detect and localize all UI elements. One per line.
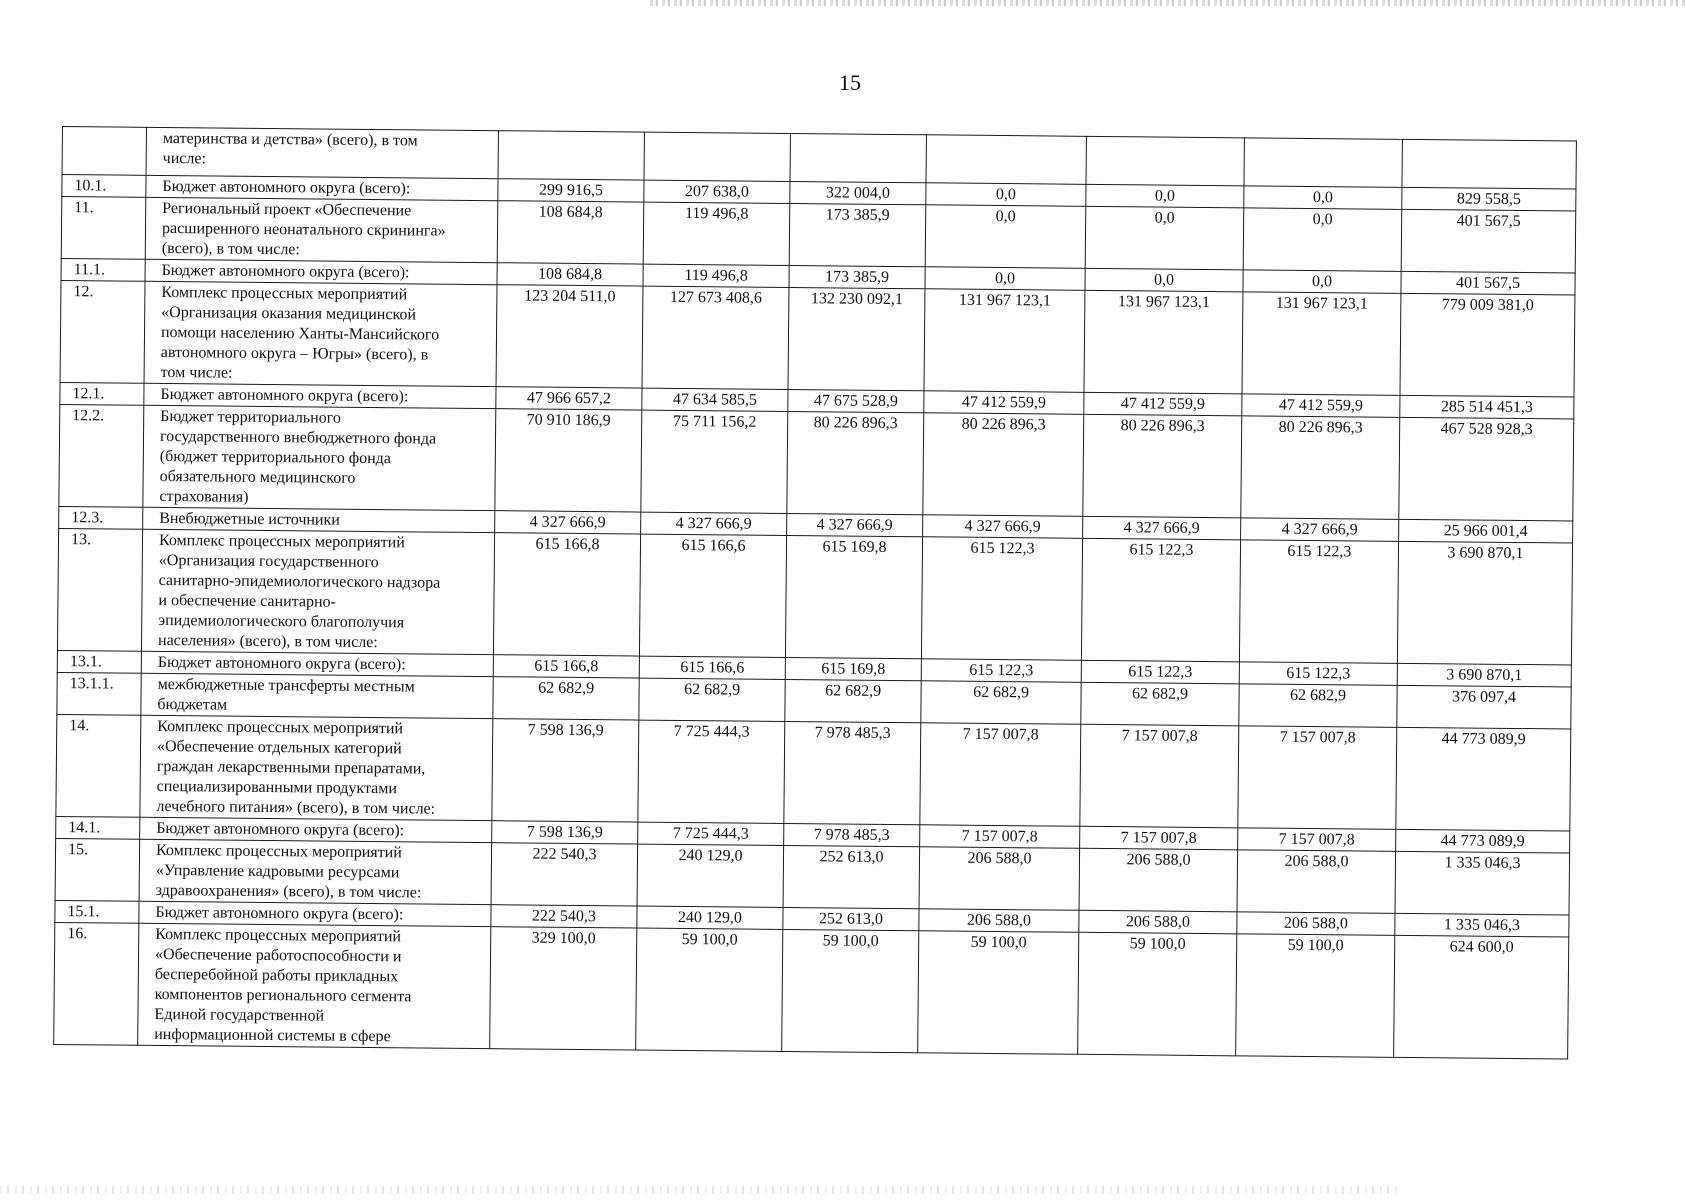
row-name: Комплекс процессных мероприятий «Управление кадровыми ресурсами здравоохранения» (всего), в том числе: [139, 839, 492, 904]
row-name: Комплекс процессных мероприятий «Организация оказания медицинской помощи населению Ханты-Мансийского автономного округа – Югры» (всего), в том числе: [144, 281, 497, 386]
value-cell [641, 410, 788, 513]
value-primary: 7 978 485,3 [813, 826, 890, 844]
value-primary: 7 725 444,3 [672, 824, 749, 843]
value-cell [493, 533, 640, 656]
value-cell [783, 907, 919, 930]
value-primary: 0,0 [995, 185, 1016, 204]
budget-table [53, 126, 1577, 1060]
value-primary: 7 598 136,9 [527, 721, 604, 740]
value-primary: 4 327 666,9 [816, 516, 893, 534]
value-cell [926, 183, 1086, 207]
table-row [57, 528, 1572, 665]
value-primary: 75 711 156,2 [672, 412, 757, 431]
value-cell [1086, 136, 1244, 186]
value-primary [647, 134, 788, 135]
value-primary: 376 097,4 [1452, 688, 1517, 706]
value-cell [1394, 935, 1569, 1059]
row-number: 16. [54, 922, 139, 1045]
value-cell [921, 659, 1081, 683]
value-primary: 62 682,9 [973, 683, 1030, 702]
value-primary: 62 682,9 [684, 680, 741, 699]
row-number: 15. [55, 838, 140, 901]
value-primary: 240 129,0 [677, 908, 743, 927]
value-cell [1396, 829, 1570, 853]
row-name: Бюджет автономного округа (всего): [146, 175, 498, 200]
value-primary: 47 966 657,2 [526, 389, 611, 408]
value-cell [918, 931, 1079, 1055]
value-cell [1081, 538, 1240, 662]
value-primary: 615 122,3 [1128, 663, 1193, 681]
value-cell [639, 656, 785, 679]
value-cell [784, 823, 920, 846]
table-row [60, 280, 1575, 397]
value-primary: 7 598 136,9 [526, 823, 603, 842]
value-primary: 3 690 870,1 [1446, 666, 1523, 685]
value-cell [496, 387, 642, 410]
value-primary: 62 682,9 [538, 679, 595, 698]
value-cell [923, 515, 1083, 539]
value-primary: 44 773 089,9 [1441, 730, 1526, 749]
row-number: 12. [60, 280, 145, 383]
value-cell [1081, 660, 1239, 684]
value-primary: 615 169,8 [821, 660, 886, 678]
value-cell [1402, 187, 1576, 211]
value-cell [497, 263, 643, 286]
value-cell [495, 409, 642, 512]
value-cell [790, 181, 926, 204]
value-primary: 206 588,0 [966, 911, 1031, 930]
value-cell [1237, 912, 1395, 936]
value-primary: 3 690 870,1 [1447, 544, 1524, 563]
value-primary: 173 385,9 [825, 206, 890, 224]
value-primary: 59 100,0 [822, 932, 879, 950]
value-primary: 47 675 528,9 [813, 392, 898, 411]
value-cell [1083, 414, 1242, 518]
value-primary: 59 100,0 [681, 930, 738, 949]
value-primary: 624 600,0 [1449, 938, 1514, 956]
value-primary: 207 638,0 [684, 182, 749, 201]
value-cell [923, 413, 1084, 517]
value-cell [493, 677, 639, 720]
value-primary: 206 588,0 [1125, 913, 1190, 931]
row-number: 13. [57, 528, 142, 651]
value-cell [1399, 519, 1573, 543]
value-cell [1239, 662, 1397, 686]
value-primary: 829 558,5 [1456, 190, 1521, 209]
value-cell [1236, 934, 1395, 1058]
value-cell [1241, 518, 1399, 542]
scan-edge-bottom [0, 1186, 1400, 1194]
value-primary: 615 166,6 [680, 658, 745, 677]
value-primary: 322 004,0 [825, 184, 890, 202]
row-name: Бюджет автономного округа (всего): [144, 383, 496, 408]
table-row [59, 404, 1574, 521]
value-primary: 131 967 123,1 [1275, 294, 1368, 313]
value-primary: 222 540,3 [531, 907, 597, 926]
value-primary [501, 132, 642, 133]
value-primary: 0,0 [1311, 273, 1333, 291]
value-primary: 108 684,8 [538, 203, 603, 222]
value-cell [790, 133, 926, 182]
row-number: 15.1. [55, 900, 139, 923]
value-cell [644, 180, 790, 203]
value-cell [788, 389, 924, 412]
value-cell [1243, 270, 1401, 294]
value-primary: 108 684,8 [538, 265, 603, 284]
value-cell [1244, 138, 1402, 188]
value-primary: 206 588,0 [1283, 914, 1348, 933]
value-primary: 131 967 123,1 [1117, 293, 1210, 312]
value-cell [1395, 851, 1570, 915]
value-cell [1402, 139, 1576, 189]
value-primary: 615 122,3 [1286, 664, 1351, 683]
row-name: Комплекс процессных мероприятий «Организация государственного санитарно-эпидемиологического надзора и обеспечение санитарно- эпидемиологического благополучия населения» (всего), в том числе: [141, 529, 494, 654]
value-primary: 80 226 896,3 [1120, 417, 1205, 435]
value-primary: 62 682,9 [825, 682, 882, 700]
value-primary: 7 157 007,8 [1121, 727, 1198, 745]
value-cell [1242, 292, 1401, 396]
value-primary: 615 122,3 [970, 539, 1035, 558]
value-cell [493, 655, 639, 678]
value-cell [496, 285, 643, 388]
value-primary: 4 327 666,9 [1123, 519, 1200, 537]
row-name: Бюджет автономного округа (всего): [141, 651, 493, 676]
value-cell [789, 203, 926, 266]
budget-table-wrapper [53, 126, 1577, 1060]
value-primary: 615 122,3 [1129, 541, 1194, 559]
value-cell [784, 721, 921, 824]
value-cell [1400, 293, 1575, 397]
value-primary: 132 230 092,1 [810, 290, 903, 309]
value-cell [1395, 913, 1569, 937]
value-primary: 47 412 559,9 [1120, 395, 1205, 413]
value-cell [1078, 932, 1237, 1056]
table-row [54, 922, 1569, 1059]
value-cell [492, 719, 639, 822]
row-number: 13.1. [57, 650, 141, 673]
value-cell [1397, 663, 1571, 687]
value-primary: 62 682,9 [1290, 686, 1347, 705]
value-primary: 401 567,5 [1455, 274, 1521, 293]
value-cell [1086, 184, 1244, 208]
row-number [62, 127, 146, 176]
value-primary: 299 916,5 [538, 181, 603, 200]
value-primary: 44 773 089,9 [1440, 832, 1525, 851]
value-primary: 7 157 007,8 [961, 827, 1038, 846]
value-cell [919, 847, 1080, 911]
value-primary: 206 588,0 [1284, 852, 1349, 871]
value-primary: 173 385,9 [825, 268, 890, 286]
value-primary [1247, 139, 1400, 140]
value-cell [644, 132, 790, 181]
row-name: Комплекс процессных мероприятий «Обеспечение отдельных категорий граждан лекарственными препаратами, специализированными продуктами лечебного питания» (всего), в том числе: [140, 715, 493, 820]
value-cell [641, 512, 787, 535]
value-cell [1244, 186, 1402, 210]
value-primary: 123 204 511,0 [524, 287, 616, 306]
value-primary: 0,0 [1154, 187, 1175, 205]
value-primary: 7 157 007,8 [1279, 728, 1356, 747]
row-number: 12.1. [60, 382, 144, 405]
value-cell [1084, 392, 1242, 416]
value-cell [1079, 910, 1237, 934]
value-primary: 47 412 559,9 [1278, 396, 1363, 415]
row-number: 11.1. [61, 258, 145, 281]
value-cell [925, 267, 1085, 291]
row-name: Комплекс процессных мероприятий «Обеспечение работоспособности и бесперебойной работы прикладных компонентов регионального сегмента Единой государственной информационной системы в сфере [138, 923, 491, 1048]
value-cell [1080, 724, 1239, 828]
value-cell [642, 388, 788, 411]
value-primary: 615 166,8 [535, 535, 600, 554]
row-name: межбюджетные трансферты местным бюджетам [141, 673, 493, 718]
value-primary: 0,0 [1312, 189, 1333, 207]
value-primary: 615 169,8 [822, 538, 887, 556]
value-cell [782, 929, 919, 1052]
value-cell [1396, 727, 1571, 831]
value-cell [785, 657, 921, 680]
value-primary: 4 327 666,9 [675, 514, 752, 533]
value-cell [491, 905, 637, 928]
value-primary: 206 588,0 [967, 849, 1032, 868]
value-cell [638, 822, 784, 845]
value-primary: 467 528 928,3 [1440, 420, 1533, 439]
row-name: Бюджет автономного округа (всего): [145, 259, 497, 284]
value-primary: 615 166,6 [681, 536, 746, 555]
value-primary: 119 496,8 [684, 266, 748, 285]
value-primary [1405, 141, 1574, 143]
value-primary: 779 009 381,0 [1441, 296, 1534, 315]
value-primary: 0,0 [1153, 271, 1175, 289]
value-cell [492, 821, 638, 844]
value-primary [793, 135, 924, 136]
value-primary: 615 166,8 [534, 657, 599, 676]
scan-edge-top [650, 0, 1686, 6]
row-number: 12.2. [59, 404, 144, 507]
value-primary: 206 588,0 [1126, 851, 1191, 869]
table-row [56, 714, 1571, 831]
page-number: 15 [839, 70, 861, 95]
value-primary: 80 226 896,3 [961, 415, 1046, 434]
value-cell [639, 534, 786, 657]
value-cell [1079, 848, 1238, 912]
value-cell [497, 201, 644, 264]
value-cell [637, 906, 783, 929]
value-primary: 329 100,0 [531, 929, 596, 948]
row-number: 13.1.1. [57, 672, 141, 715]
value-cell [921, 681, 1081, 725]
value-cell [1399, 417, 1574, 521]
value-cell [789, 265, 925, 288]
value-cell [1083, 516, 1241, 540]
value-primary: 59 100,0 [1287, 936, 1344, 955]
value-cell [638, 720, 785, 823]
value-cell [924, 391, 1084, 415]
value-cell [787, 411, 924, 514]
row-number: 10.1. [62, 175, 146, 198]
row-name: Бюджет автономного округа (всего): [139, 901, 491, 926]
value-primary: 59 100,0 [970, 933, 1027, 952]
value-cell [1239, 540, 1398, 664]
value-cell [1080, 826, 1238, 850]
value-cell [1400, 395, 1574, 419]
value-cell [787, 513, 923, 536]
value-cell [925, 205, 1086, 269]
row-number: 14.1. [56, 816, 140, 839]
row-name: Региональный проект «Обеспечение расширенного неонатального скрининга» (всего), в том числе: [145, 197, 498, 262]
value-primary: 47 634 585,5 [672, 390, 757, 409]
value-cell [920, 723, 1081, 827]
value-cell [1238, 726, 1397, 830]
value-primary: 615 122,3 [1287, 542, 1352, 561]
value-cell [491, 843, 638, 906]
value-cell [1242, 394, 1400, 418]
value-cell [926, 135, 1086, 185]
value-cell [1401, 209, 1576, 273]
value-cell [490, 927, 637, 1050]
value-cell [919, 909, 1079, 933]
value-primary: 7 157 007,8 [1278, 830, 1355, 849]
value-cell [1237, 850, 1396, 914]
value-primary: 70 910 186,9 [526, 411, 611, 430]
value-cell [1084, 290, 1243, 394]
value-cell [495, 511, 641, 534]
value-primary: 285 514 451,3 [1440, 398, 1533, 417]
value-cell [785, 535, 922, 658]
value-primary: 401 567,5 [1456, 212, 1521, 231]
value-primary: 0,0 [1312, 211, 1333, 229]
row-name: Бюджет территориального государственного внебюджетного фонда (бюджет территориального фонда обязательного медицинского страхования) [143, 405, 496, 510]
value-primary: 25 966 001,4 [1443, 522, 1528, 541]
value-cell [1241, 416, 1400, 520]
value-primary: 1 335 046,3 [1444, 854, 1521, 873]
value-primary: 4 327 666,9 [964, 517, 1041, 536]
value-primary: 80 226 896,3 [813, 414, 898, 433]
value-cell [643, 264, 789, 287]
row-name: Внебюджетные источники [143, 507, 495, 532]
value-primary: 222 540,3 [532, 845, 597, 864]
value-cell [1397, 685, 1571, 729]
value-cell [1081, 682, 1239, 726]
value-primary: 80 226 896,3 [1278, 418, 1363, 437]
value-primary [929, 136, 1084, 137]
value-primary: 615 122,3 [969, 661, 1034, 680]
value-cell [498, 131, 644, 180]
value-primary: 7 157 007,8 [962, 725, 1039, 744]
value-cell [498, 179, 644, 202]
value-cell [1238, 828, 1396, 852]
value-primary: 240 129,0 [678, 846, 743, 865]
value-primary: 4 327 666,9 [1281, 520, 1358, 539]
value-cell [642, 286, 789, 389]
value-primary: 131 967 123,1 [958, 291, 1051, 310]
value-primary: 252 613,0 [818, 910, 884, 928]
value-cell [1401, 271, 1575, 295]
value-primary: 62 682,9 [1132, 685, 1189, 703]
value-primary: 7 157 007,8 [1120, 829, 1197, 847]
value-primary: 59 100,0 [1129, 935, 1186, 953]
value-cell [1239, 684, 1397, 728]
value-cell [788, 287, 925, 390]
value-cell [643, 202, 790, 265]
value-primary: 0,0 [1154, 209, 1175, 227]
value-primary: 0,0 [995, 207, 1016, 226]
value-primary: 7 725 444,3 [673, 722, 750, 741]
value-cell [1243, 208, 1402, 272]
value-cell [783, 845, 920, 908]
value-primary: 119 496,8 [684, 204, 749, 223]
value-cell [1085, 206, 1244, 270]
value-cell [924, 289, 1085, 393]
value-cell [920, 825, 1080, 849]
value-cell [637, 844, 784, 907]
value-cell [1397, 541, 1572, 665]
value-primary: 0,0 [994, 269, 1016, 288]
row-name: материнства и детства» (всего), в том числе: [146, 127, 498, 178]
value-primary: 7 978 485,3 [814, 724, 891, 742]
value-primary: 252 613,0 [819, 848, 884, 866]
value-cell [639, 678, 785, 721]
row-name: Бюджет автономного округа (всего): [140, 817, 492, 842]
value-primary: 127 673 408,6 [669, 288, 762, 307]
value-primary [1089, 138, 1242, 139]
value-cell [921, 537, 1082, 661]
row-number: 14. [56, 714, 141, 817]
value-cell [1085, 268, 1243, 292]
value-primary: 47 412 559,9 [961, 393, 1046, 412]
value-primary: 1 335 046,3 [1443, 916, 1520, 935]
row-number: 12.3. [59, 506, 143, 529]
value-cell [785, 679, 921, 722]
value-cell [636, 928, 783, 1051]
value-primary: 4 327 666,9 [529, 513, 606, 532]
row-number: 11. [61, 197, 146, 260]
